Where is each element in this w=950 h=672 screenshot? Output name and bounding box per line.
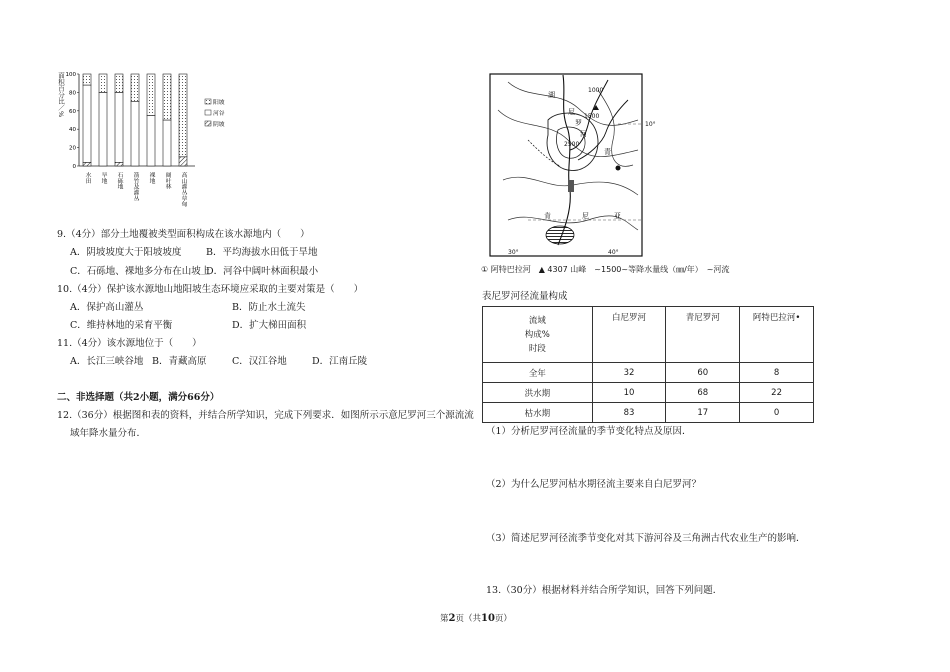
section-heading-non-choice: 二、非选择题（共2小题，满分66分） [57, 392, 220, 403]
question-11-stem: 11.（4分）该水源地位于（ ） [57, 338, 202, 349]
map-legend: ① 阿特巴拉河 ▲ 4307 山峰 ~1500~等降水量线（㎜/年） ~河流 [481, 265, 730, 274]
table-col-white-nile: 白尼罗河 [592, 307, 666, 363]
bar-segment-河谷 [147, 115, 155, 166]
nile-basin-map [488, 70, 658, 260]
map-label-nile-luo: 罗 [575, 119, 582, 127]
map-label-lon-30: 30° [508, 249, 519, 256]
question-9-stem: 9.（4分）部分土地覆被类型面积构成在该水源地内（ ） [57, 229, 310, 240]
q10-option-b[interactable]: B．防止水土流失 [232, 302, 306, 313]
x-category-label: 阔叶林 [164, 172, 170, 190]
legend-label: 阳坡 [213, 100, 225, 106]
map-label-contour-1500: 1500 [584, 113, 600, 120]
map-label-contour-1000: 1000 [588, 87, 604, 94]
map-label-ni: 尼 [582, 212, 589, 220]
nile-runoff-table [482, 306, 814, 423]
question-12-sub-2: （2）为什么尼罗河枯水期径流主要来自白尼罗河？ [486, 479, 702, 490]
map-label-lake: 湖 [548, 91, 555, 99]
table-title: 表尼罗河径流量构成 [482, 291, 568, 302]
question-10-stem: 10.（4分）保护该水源地山地阳坡生态环境应采取的主要对策是（ ） [57, 284, 364, 295]
y-tick-label: 60 [69, 108, 76, 115]
bar-segment-阴坡 [115, 162, 123, 166]
q9-option-d[interactable]: D．河谷中阔叶林面积最小 [206, 266, 319, 277]
y-tick-label: 100 [65, 72, 76, 78]
q11-option-a[interactable]: A．长江三峡谷地 [70, 356, 144, 367]
table-row: 枯水期 83 17 0 [483, 403, 814, 423]
x-category-label: 水田 [84, 172, 90, 184]
q11-option-b[interactable]: B．青藏高原 [152, 356, 207, 367]
bar-segment-阳坡 [179, 74, 187, 157]
bar-segment-河谷 [131, 102, 139, 166]
bar-segment-阴坡 [83, 162, 91, 166]
bar-segment-阳坡 [163, 74, 171, 120]
bar-segment-河谷 [83, 85, 91, 162]
question-12-line-1: 12.（36分）根据图和表的资料，并结合所学知识，完成下列要求．如图所示示意尼罗河三个源流流 [57, 410, 474, 421]
legend-swatch [205, 110, 211, 115]
y-tick-label: 80 [69, 90, 76, 97]
map-label-nile-ri: 尼 [568, 108, 575, 116]
x-category-label: 旱地 [100, 172, 106, 184]
bar-segment-阳坡 [115, 74, 123, 92]
bar-segment-河谷 [99, 92, 107, 166]
map-label-blue-nile: 青 [604, 148, 611, 156]
y-tick-label: 20 [69, 145, 76, 152]
q10-option-a[interactable]: A．保护高山灌丛 [70, 302, 144, 313]
table-col-atbara: 阿特巴拉河• [740, 307, 814, 363]
map-label-nile-he: 河 [580, 130, 587, 138]
bar-segment-河谷 [115, 92, 123, 162]
x-category-label: 石砾地 [116, 172, 122, 190]
q10-option-c[interactable]: C．维持林地的采育平衡 [70, 320, 173, 331]
question-13-stem: 13.（30分）根据材料并结合所学知识，回答下列问题． [486, 585, 723, 596]
land-cover-chart [55, 66, 255, 216]
bar-segment-阳坡 [83, 74, 91, 85]
question-12-line-2: 域年降水量分布． [70, 428, 147, 439]
table-row: 全年 32 60 8 [483, 363, 814, 383]
bar-segment-阳坡 [147, 74, 155, 115]
q9-option-b[interactable]: B．平均海拔水田低于旱地 [206, 247, 318, 258]
question-12-sub-3: （3）简述尼罗河径流季节变化对其下游河谷及三角洲古代农业生产的影响． [486, 533, 806, 544]
page-footer: 第2页（共10页） [440, 613, 512, 624]
bar-segment-河谷 [163, 120, 171, 166]
legend-swatch [205, 121, 211, 126]
y-tick-label: 0 [72, 164, 76, 170]
table-row: 洪水期 10 68 22 [483, 383, 814, 403]
table-col-blue-nile: 青尼罗河 [666, 307, 740, 363]
map-label-kenya: 肯 [544, 212, 551, 220]
map-label-ya: 亚 [614, 212, 621, 220]
bar-segment-阴坡 [179, 157, 187, 166]
legend-label: 河谷 [213, 111, 225, 117]
legend-swatch [205, 99, 211, 104]
x-category-label: 高山灌丛草甸 [180, 172, 186, 207]
x-category-label: 箭竹及灌丛 [132, 172, 138, 201]
q9-option-a[interactable]: A．阴坡坡度大于阳坡坡度 [70, 247, 182, 258]
page-total: 10 [481, 613, 495, 624]
legend-label: 阴坡 [213, 122, 225, 128]
map-label-lon-40: 40° [608, 249, 619, 256]
table-header-corner: 流域 构成% 时段 [483, 307, 593, 363]
map-label-lat-10: 10° [645, 121, 656, 128]
q11-option-d[interactable]: D．江南丘陵 [312, 356, 368, 367]
q10-option-d[interactable]: D．扩大梯田面积 [232, 320, 307, 331]
q11-option-c[interactable]: C．汉江谷地 [232, 356, 287, 367]
x-category-label: 裸地 [148, 172, 154, 184]
y-tick-label: 40 [69, 127, 76, 134]
q9-option-c[interactable]: C．石砾地、裸地多分布在山坡上 [70, 266, 211, 277]
y-axis-label: 面积百分比／% [57, 72, 65, 118]
page-number: 2 [448, 613, 456, 624]
bar-segment-阳坡 [131, 74, 139, 102]
bar-segment-阳坡 [99, 74, 107, 92]
question-12-sub-1: （1）分析尼罗河径流量的季节变化特点及原因． [486, 426, 692, 437]
map-label-peak: 2500 [564, 141, 580, 148]
